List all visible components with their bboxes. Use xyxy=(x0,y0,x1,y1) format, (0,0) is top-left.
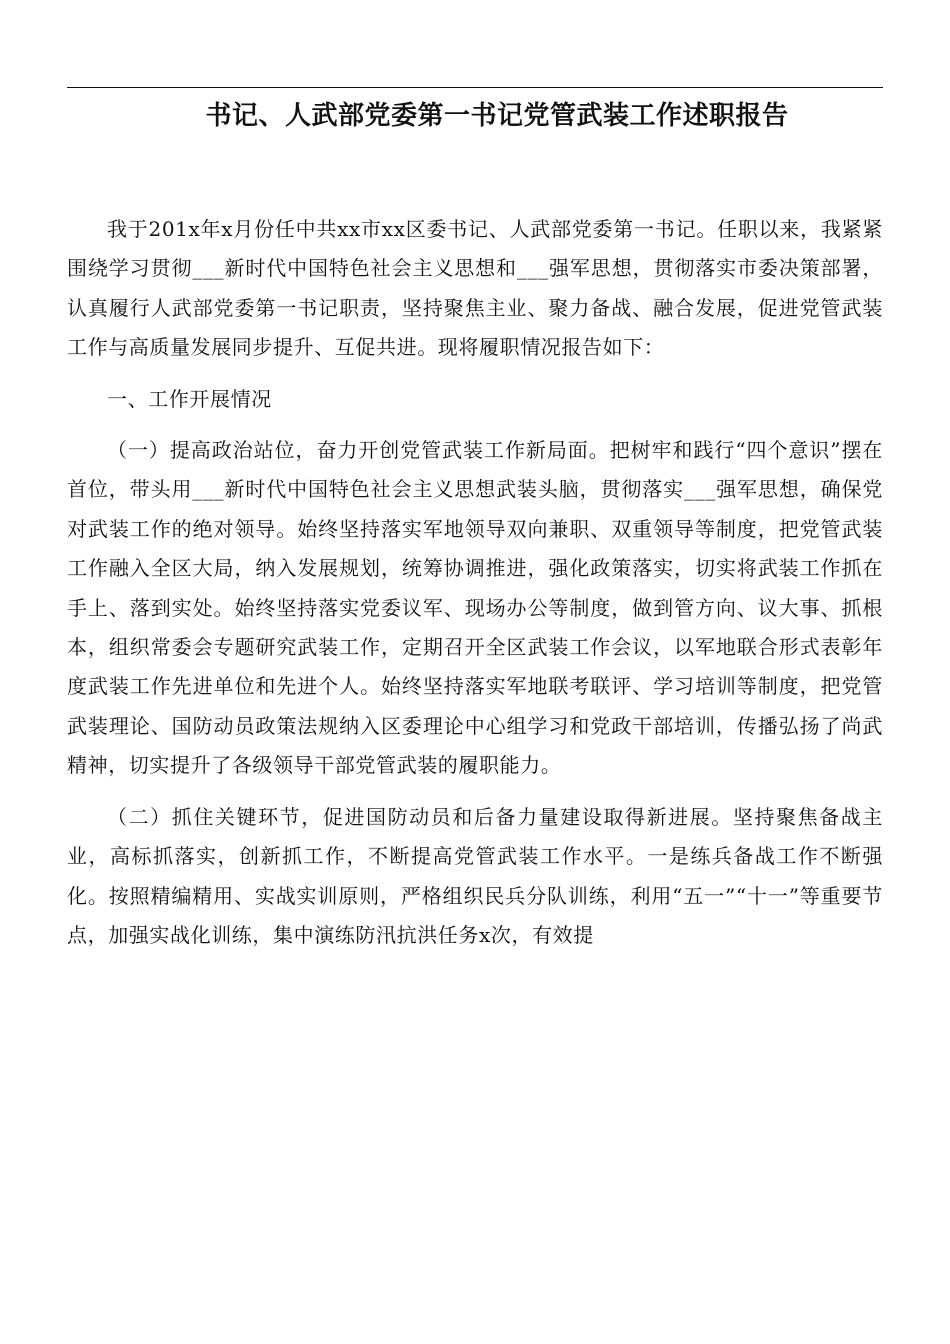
body-paragraph: （二）抓住关键环节，促进国防动员和后备力量建设取得新进展。坚持聚焦备战主业，高标抓落实，创新抓工作，不断提高党管武装工作水平。一是练兵备战工作不断强化。按照精编精用、实战实训原则，严格组织民兵分队训练，利用“五一”“十一”等重要节点，加强实战化训练，集中演练防汛抗洪任务x次，有效提 xyxy=(67,804,883,947)
section-heading: 一、工作开展情况 xyxy=(107,386,272,411)
body-paragraph: （一）提高政治站位，奋力开创党管武装工作新局面。把树牢和践行“四个意识”摆在首位，带头用___新时代中国特色社会主义思想武装头脑，贯彻落实___强军思想，确保党对武装工作的绝对领导。始终坚持落实军地领导双向兼职、双重领导等制度，把党管武装工作融入全区大局，纳入发展规划，统筹协调推进，强化政策落实，切实将武装工作抓在手上、落到实处。始终坚持落实党委议军、现场办公等制度，做到管方向、议大事、抓根本，组织常委会专题研究武装工作，定期召开全区武装工作会议，以军地联合形式表彰年度武装工作先进单位和先进个人。始终坚持落实军地联考联评、学习培训等制度，把党管武装理论、国防动员政策法规纳入区委理论中心组学习和党政干部培训，传播弘扬了尚武精神，切实提升了各级领导干部党管武装的履职能力。 xyxy=(67,438,883,778)
document-title: 书记、人武部党委第一书记党管武装工作述职报告 xyxy=(205,101,789,131)
header-rule xyxy=(67,87,883,88)
document-body xyxy=(67,210,883,955)
intro-paragraph: 我于201x年x月份任中共xx市xx区委书记、人武部党委第一书记。任职以来，我紧紧围绕学习贯彻___新时代中国特色社会主义思想和___强军思想，贯彻落实市委决策部署，认真履行人武部党委第一书记职责，坚持聚焦主业、聚力备战、融合发展，促进党管武装工作与高质量发展同步提升、互促共进。现将履职情况报告如下： xyxy=(67,217,883,360)
